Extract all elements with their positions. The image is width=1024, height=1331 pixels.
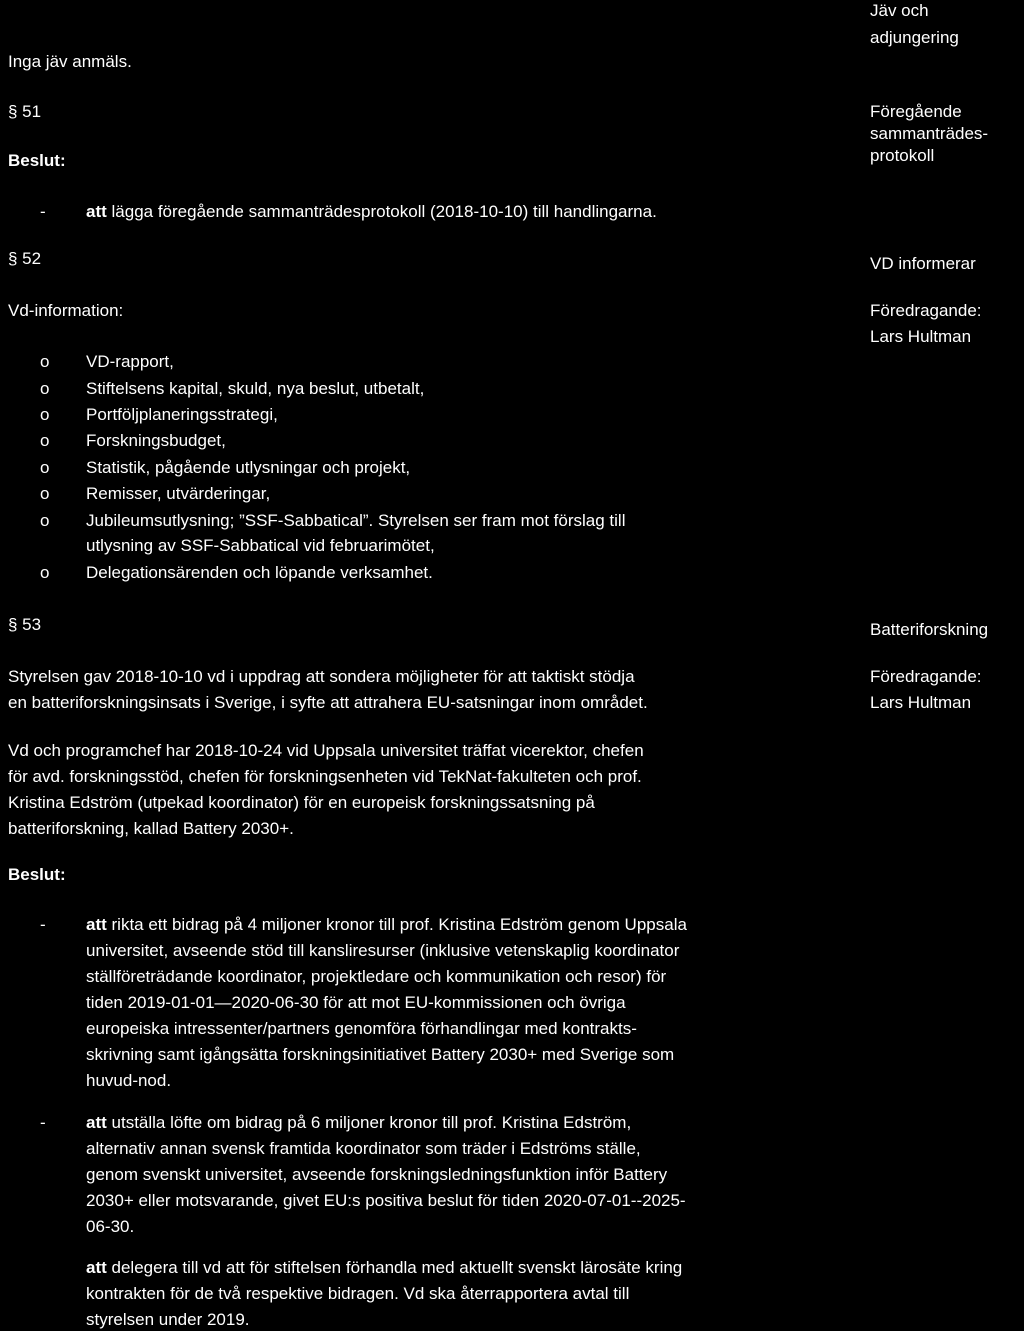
decision-item-2: [86, 1112, 686, 1238]
dash-marker: -: [40, 202, 46, 221]
side-line: Föredragande:: [870, 301, 982, 320]
text-segment: delegera till vd att för stiftelsen förhandla med aktuellt svenskt lärosäte kring: [111, 1258, 683, 1277]
list-item: Jubileumsutlysning; ”SSF-Sabbatical”. Styrelsen ser fram mot förslag till: [86, 511, 626, 530]
text-line: huvud-nod.: [86, 1071, 172, 1090]
text-segment: rikta ett bidrag på 4 miljoner kronor till prof. Kristina Edström genom Uppsala: [111, 915, 687, 934]
text-line: 06-30.: [86, 1217, 135, 1236]
bullet-icon: o: [40, 484, 50, 503]
side-line: protokoll: [870, 146, 935, 165]
side-line: Föredragande:: [870, 667, 982, 686]
text-line: för avd. forskningsstöd, chefen för forskningsenheten vid TekNat-fakulteten och prof.: [8, 767, 642, 786]
decision-item-1: [86, 914, 687, 1092]
side-line: Lars Hultman: [870, 693, 972, 712]
intro-paragraph: [8, 666, 648, 714]
text-line: tiden 2019-01-01—2020-06-30 för att mot EU-kommissionen och övriga: [86, 993, 626, 1012]
side-label-jav: [870, 0, 959, 49]
bullet-icon: o: [40, 563, 50, 582]
bullet-icon: o: [40, 405, 50, 424]
list-item: Delegationsärenden och löpande verksamhet.: [86, 563, 433, 582]
text-line: skrivning samt igångsätta forskningsinitiativet Battery 2030+ med Sverige som: [86, 1045, 675, 1064]
text-line: genom svenskt universitet, avseende forskningsledningsfunktion inför Battery: [86, 1165, 668, 1184]
paragraph-number-51: § 51: [8, 102, 42, 121]
side-label-battery-research: Batteriforskning: [870, 620, 989, 639]
decision-heading: Beslut:: [8, 151, 66, 170]
att-keyword: att: [86, 202, 107, 221]
text-line: [86, 914, 687, 936]
list-item: Statistik, pågående utlysningar och projekt,: [86, 458, 411, 477]
text-line: kontrakten för de två respektive bidragen. Vd ska återrapportera avtal till: [86, 1284, 630, 1303]
side-line: sammanträdes-: [870, 124, 989, 143]
side-line: Lars Hultman: [870, 327, 972, 346]
side-label-previous-minutes: [870, 101, 988, 167]
text-line: [86, 1257, 682, 1279]
side-label-presenter: [870, 300, 982, 348]
text-line: Vd och programchef har 2018-10-24 vid Uppsala universitet träffat vicerektor, chefen: [8, 741, 644, 760]
side-line: Jäv och: [870, 1, 929, 20]
list-item: Stiftelsens kapital, skuld, nya beslut, utbetalt,: [86, 379, 425, 398]
side-line: Föregående: [870, 102, 962, 121]
att-keyword: att: [86, 915, 107, 934]
text-line: Styrelsen gav 2018-10-10 vd i uppdrag att sondera möjligheter för att taktiskt stödja: [8, 667, 635, 686]
text-line: ställföreträdande koordinator, projektledare och kommunikation och resor) för: [86, 967, 667, 986]
paragraph-number-52: § 52: [8, 249, 42, 268]
list-item: Remisser, utvärderingar,: [86, 484, 271, 503]
text-line: batteriforskning, kallad Battery 2030+.: [8, 819, 294, 838]
ceo-information-heading: Vd-information:: [8, 301, 124, 320]
side-label-presenter: [870, 666, 982, 714]
meeting-paragraph: [8, 740, 644, 840]
att-keyword: att: [86, 1258, 107, 1277]
decision-item: [86, 201, 657, 223]
text-line: universitet, avseende stöd till kansliresurser (inklusive vetenskaplig koordinator: [86, 941, 680, 960]
side-label-ceo-informs: VD informerar: [870, 254, 976, 273]
bullet-icon: o: [40, 511, 50, 530]
text-line: [86, 1112, 686, 1134]
paragraph-number-53: § 53: [8, 615, 42, 634]
text-line: Kristina Edström (utpekad koordinator) för en europeisk forskningssatsning på: [8, 793, 595, 812]
text-line: styrelsen under 2019.: [86, 1310, 250, 1329]
text-line: europeiska intressenter/partners genomföra förhandlingar med kontrakts-: [86, 1019, 637, 1038]
decision-heading: Beslut:: [8, 865, 66, 884]
no-conflict-text: Inga jäv anmäls.: [8, 52, 132, 71]
dash-marker: -: [40, 1113, 46, 1132]
dash-marker: -: [40, 915, 46, 934]
bullet-icon: o: [40, 431, 50, 450]
side-line: adjungering: [870, 28, 959, 47]
att-keyword: att: [86, 1113, 107, 1132]
bullet-icon: o: [40, 352, 50, 371]
list-item-continuation: utlysning av SSF-Sabbatical vid februarimötet,: [86, 536, 435, 555]
list-item: VD-rapport,: [86, 352, 174, 371]
bullet-icon: o: [40, 458, 50, 477]
text-line: alternativ annan svensk framtida koordinator som träder i Edströms ställe,: [86, 1139, 641, 1158]
text-line: 2030+ eller motsvarande, givet EU:s positiva beslut för tiden 2020-07-01--2025-: [86, 1191, 686, 1210]
list-item: Portföljplaneringsstrategi,: [86, 405, 278, 424]
text-line: en batteriforskningsinsats i Sverige, i syfte att attrahera EU-satsningar inom området.: [8, 693, 648, 712]
list-item: Forskningsbudget,: [86, 431, 226, 450]
bullet-icon: o: [40, 379, 50, 398]
decision-text: lägga föregående sammanträdesprotokoll (2018-10-10) till handlingarna.: [111, 202, 657, 221]
text-segment: utställa löfte om bidrag på 6 miljoner kronor till prof. Kristina Edström,: [111, 1113, 632, 1132]
decision-item-3: [86, 1257, 682, 1331]
